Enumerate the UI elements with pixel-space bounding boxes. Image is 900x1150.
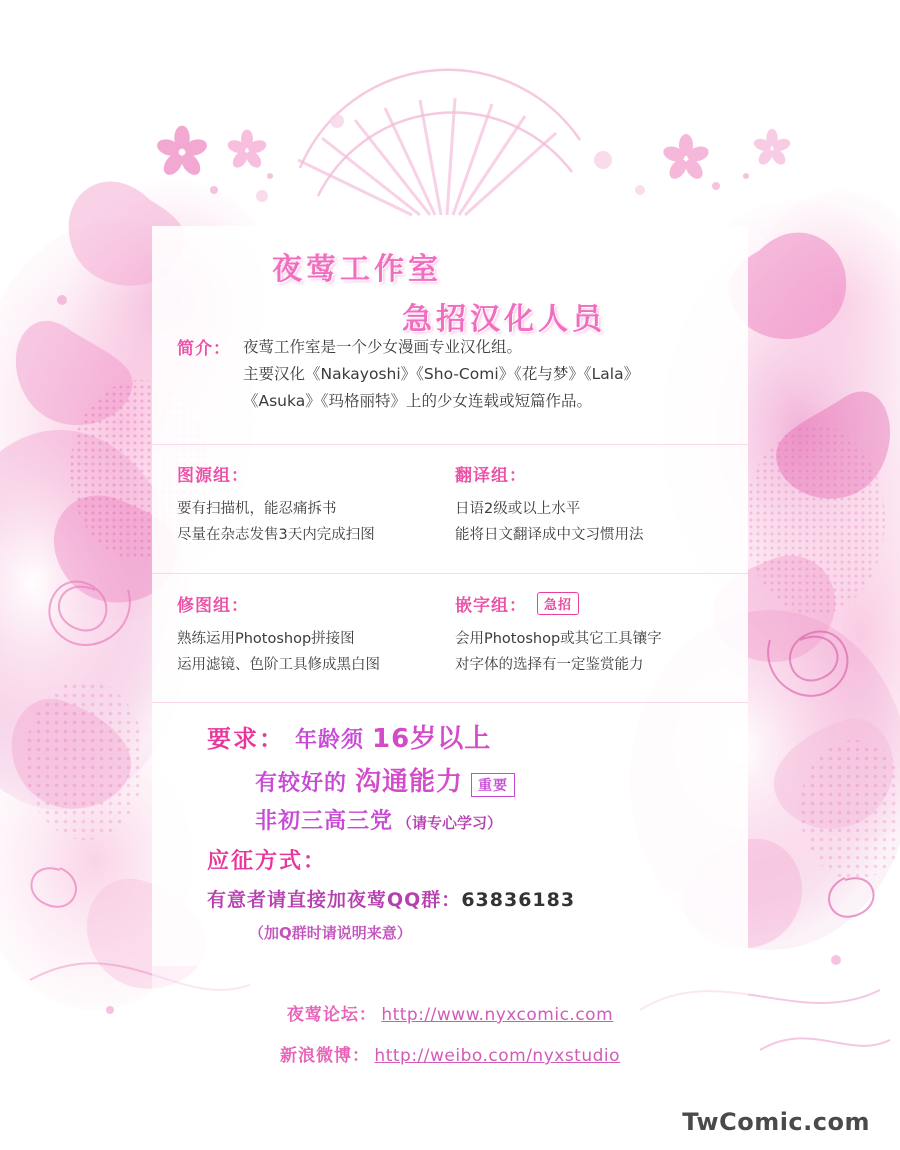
- weibo-url[interactable]: http://weibo.com/nyxstudio: [374, 1046, 621, 1066]
- role-header: [455, 591, 733, 616]
- intro-line: 夜莺工作室是一个少女漫画专业汉化组。: [243, 338, 523, 356]
- role-name: 图源组：: [177, 466, 249, 486]
- role-name: 修图组：: [177, 596, 249, 616]
- intro-text: [243, 334, 639, 415]
- requirement-comm-prefix: 有较好的: [255, 771, 348, 796]
- role-block-translate: [455, 461, 733, 573]
- forum-label: 夜莺论坛：: [286, 1005, 377, 1025]
- role-header: [177, 461, 455, 486]
- apply-section: [207, 844, 727, 943]
- apply-label: 应征方式：: [207, 849, 328, 874]
- qq-group-number: 63836183: [461, 889, 576, 911]
- requirement-grade-note: （请专心学习）: [397, 814, 503, 832]
- role-requirement: 尽量在杂志发售3天内完成扫图: [177, 527, 375, 543]
- role-name: 翻译组：: [455, 466, 527, 486]
- roles-grid: [177, 461, 733, 703]
- divider: [152, 444, 748, 445]
- requirement-comm-value: 沟通能力: [355, 767, 464, 797]
- weibo-label: 新浪微博：: [279, 1046, 370, 1066]
- role-block-typeset: [455, 591, 733, 703]
- requirements-label: 要求：: [207, 725, 285, 753]
- site-watermark: TwComic.com: [682, 1108, 870, 1136]
- title-line-2: 急招汉化人员: [402, 302, 606, 337]
- role-requirement: 日语2级或以上水平: [455, 501, 581, 517]
- requirement-row-age: [207, 718, 727, 755]
- footer-link-weibo[interactable]: [152, 1041, 748, 1066]
- intro-section: [177, 334, 733, 415]
- requirement-age-value: 16岁以上: [372, 724, 492, 754]
- requirements-section: [207, 718, 727, 841]
- role-header: [455, 461, 733, 486]
- requirement-age-prefix: 年龄须: [295, 728, 365, 753]
- role-requirement: 能将日文翻译成中文习惯用法: [455, 527, 644, 543]
- apply-text: 有意者请直接加夜莺QQ群：: [207, 889, 462, 911]
- role-requirement: 对字体的选择有一定鉴赏能力: [455, 657, 644, 673]
- requirement-row-communication: [207, 761, 727, 798]
- role-header: [177, 591, 455, 616]
- intro-line: 主要汉化《Nakayoshi》《Sho-Comi》《花与梦》《Lala》: [243, 365, 640, 383]
- main-content-panel: [152, 226, 748, 966]
- role-requirement: 熟练运用Photoshop拼接图: [177, 631, 355, 647]
- requirement-grade-value: 非初三高三党: [255, 809, 394, 834]
- role-block-scan: [177, 461, 455, 573]
- role-requirement: 会用Photoshop或其它工具镶字: [455, 631, 662, 647]
- apply-instruction: [207, 885, 727, 912]
- intro-label: 简介：: [177, 339, 231, 359]
- role-block-retouch: [177, 591, 455, 703]
- intro-line: 《Asuka》《玛格丽特》上的少女连载或短篇作品。: [243, 392, 592, 410]
- apply-note: （加Q群时请说明来意）: [249, 924, 412, 942]
- role-requirement: 运用滤镜、色阶工具修成黑白图: [177, 657, 380, 673]
- requirement-row-grade: [207, 804, 727, 835]
- role-requirement: 要有扫描机，能忍痛拆书: [177, 501, 337, 517]
- title-line-1: 夜莺工作室: [272, 252, 442, 287]
- footer-links: [152, 1000, 748, 1082]
- role-name: 嵌字组：: [455, 596, 527, 616]
- footer-link-forum[interactable]: [152, 1000, 748, 1025]
- urgent-badge: 急招: [537, 592, 579, 615]
- important-badge: 重要: [471, 773, 515, 797]
- page-title: [152, 244, 748, 338]
- forum-url[interactable]: http://www.nyxcomic.com: [381, 1005, 614, 1025]
